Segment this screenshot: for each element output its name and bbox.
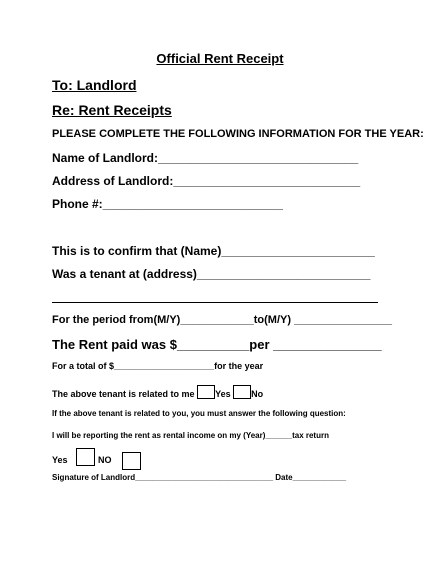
final-no-checkbox[interactable] <box>122 452 141 470</box>
related-no-checkbox[interactable] <box>233 385 251 399</box>
final-no-label: NO <box>98 455 112 465</box>
rent-amount-label: The Rent paid was $__________ <box>52 337 250 352</box>
recipient-heading: To: Landlord <box>52 77 137 93</box>
period-from-label: For the period from(M/Y)____________ <box>52 314 254 326</box>
reporting-year-field[interactable]: I will be reporting the rent as rental income on my (Year)______tax return <box>52 431 329 440</box>
landlord-address-field[interactable]: Address of Landlord:____________________________ <box>52 174 361 188</box>
related-row <box>52 385 263 399</box>
page-title: Official Rent Receipt <box>156 51 284 66</box>
final-yes-checkbox[interactable] <box>76 448 95 466</box>
related-yes-checkbox[interactable] <box>197 385 215 399</box>
rent-per-label: per _______________ <box>249 337 382 352</box>
rent-paid-field[interactable] <box>52 337 382 352</box>
related-yes-label: Yes <box>215 389 231 399</box>
tenant-address-field[interactable]: Was a tenant at (address)__________________________ <box>52 267 371 281</box>
total-field[interactable]: For a total of $____________________for the year <box>52 361 264 371</box>
date-field[interactable]: Date____________ <box>275 473 347 482</box>
tenant-name-field[interactable]: This is to confirm that (Name)_______________________ <box>52 244 375 258</box>
final-yes-label: Yes <box>52 455 68 465</box>
signature-field[interactable]: Signature of Landlord_______________________________ <box>52 473 274 482</box>
phone-field[interactable]: Phone #:___________________________ <box>52 197 283 211</box>
subject-heading: Re: Rent Receipts <box>52 102 172 118</box>
related-label: The above tenant is related to me <box>52 389 195 399</box>
related-question-text: If the above tenant is related to you, you must answer the following question: <box>52 409 346 418</box>
period-to-label: to(M/Y) ________________ <box>253 314 392 326</box>
landlord-name-field[interactable]: Name of Landlord:______________________________ <box>52 151 359 165</box>
instruction-text: PLEASE COMPLETE THE FOLLOWING INFORMATION FOR THE YEAR: <box>52 128 424 140</box>
signature-row <box>52 473 346 482</box>
related-no-label: No <box>251 389 264 399</box>
period-from-field[interactable] <box>52 314 392 326</box>
address-continuation-line[interactable] <box>52 302 378 303</box>
